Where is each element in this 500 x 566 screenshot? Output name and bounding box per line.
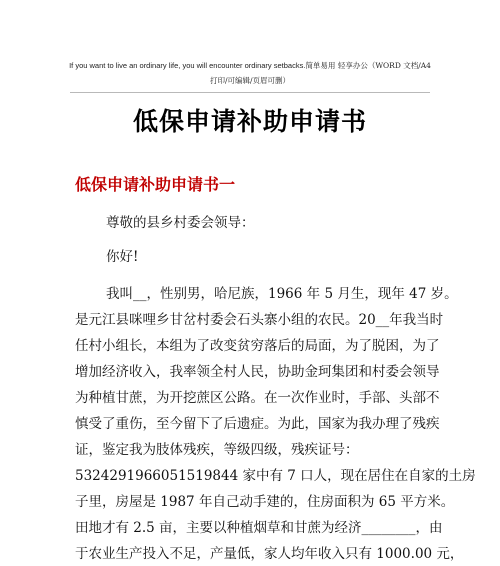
body-line-11: 于农业生产投入不足，产量低，家人均年收入只有 1000.00 元，	[75, 546, 464, 562]
body-line-4: 增加经济收入，我率领全村人民，协助金珂集团和村委会领导	[75, 364, 440, 380]
body-line-1: 我叫__，性别男，哈尼族，1966 年 5 月生，现年 47 岁。	[106, 286, 458, 302]
salutation: 尊敬的县乡村委会领导：	[106, 215, 255, 231]
body-line-3: 任村小组长，本组为了改变贫穷落后的局面，为了脱困，为了	[75, 338, 440, 354]
page-header	[40, 58, 460, 88]
header-tagline: 简单易用 轻享办公（WORD 文档/A4	[305, 61, 431, 70]
body-line-7: 证，鉴定我为肢体残疾，等级四级，残疾证号：	[75, 442, 359, 458]
header-line-2: 打印/可编辑/页眉可删）	[209, 76, 291, 85]
body-line-2: 是元江县咪哩乡甘岔村委会石头寨小组的农民。20__年我当时	[75, 312, 444, 328]
body-line-10: 田地才有 2.5 亩，主要以种植烟草和甘蔗为经济________，由	[75, 520, 443, 536]
header-line-1	[40, 58, 460, 73]
body-line-9: 子里，房屋是 1987 年自己动手建的，住房面积为 65 平方米。	[75, 494, 455, 510]
header-motto: If you want to live an ordinary life, you will encounter ordinary setbacks.	[69, 61, 306, 70]
body-line-6: 慎受了重伤，至今留下了后遗症。为此，国家为我办理了残疾	[75, 416, 440, 432]
document-title: 低保申请补助申请书	[132, 107, 367, 136]
header-divider	[70, 92, 430, 93]
section-heading: 低保申请补助申请书一	[75, 175, 236, 194]
greeting: 你好!	[106, 249, 139, 265]
body-line-8: 5324291966051519844 家中有 7 口人，现在居住在自家的土房	[75, 468, 476, 484]
body-line-5: 为种植甘蔗，为开挖蔗区公路。在一次作业时，手部、头部不	[75, 390, 440, 406]
